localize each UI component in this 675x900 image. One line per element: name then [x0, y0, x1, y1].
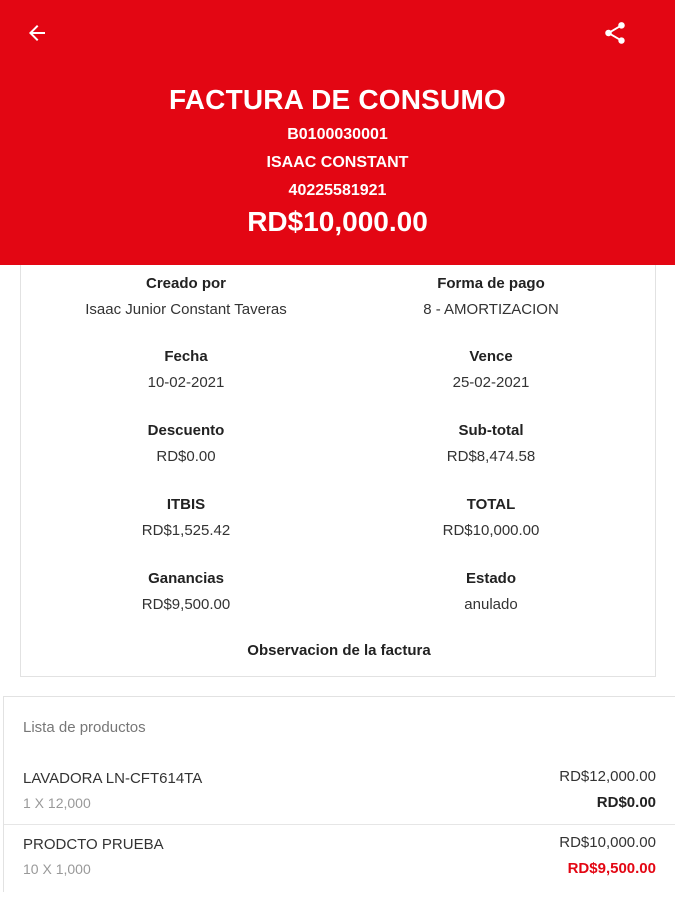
detail-payment-method: [341, 275, 641, 318]
product-row[interactable]: [4, 824, 675, 890]
detail-created-by: [36, 275, 336, 318]
invoice-ncf: B0100030001: [287, 126, 388, 143]
invoice-header: [0, 0, 675, 265]
detail-date: [36, 348, 336, 391]
invoice-amount: RD$10,000.00: [247, 206, 428, 237]
detail-value: Isaac Junior Constant Taveras: [85, 301, 287, 318]
detail-label: Fecha: [164, 348, 208, 365]
product-price: RD$10,000.00: [559, 834, 656, 851]
invoice-observation-label: Observacion de la factura: [247, 642, 431, 659]
detail-subtotal: [341, 422, 641, 465]
detail-itbis: [36, 496, 336, 539]
share-button[interactable]: [600, 18, 630, 48]
invoice-title: FACTURA DE CONSUMO: [168, 84, 506, 115]
detail-label: TOTAL: [466, 496, 516, 513]
arrow-left-icon: [25, 21, 49, 45]
detail-value: 25-02-2021: [452, 374, 530, 391]
product-quantity: 10 X 1,000: [23, 861, 91, 877]
detail-value: 8 - AMORTIZACION: [423, 301, 559, 318]
detail-label: Descuento: [147, 422, 225, 439]
product-row[interactable]: [4, 757, 675, 823]
detail-status: [341, 570, 641, 613]
product-profit: RD$0.00: [596, 794, 656, 811]
detail-value: 10-02-2021: [147, 374, 225, 391]
detail-value: RD$10,000.00: [442, 522, 540, 539]
detail-value: RD$1,525.42: [141, 522, 231, 539]
product-profit: RD$9,500.00: [567, 860, 656, 877]
detail-value: anulado: [464, 596, 518, 613]
product-quantity: 1 X 12,000: [23, 795, 91, 811]
product-name: LAVADORA LN-CFT614TA: [23, 770, 203, 787]
detail-total: [341, 496, 641, 539]
detail-discount: [36, 422, 336, 465]
share-icon: [602, 20, 628, 46]
detail-label: ITBIS: [166, 496, 206, 513]
client-id: 40225581921: [288, 182, 387, 199]
product-price: RD$12,000.00: [559, 768, 656, 785]
detail-due: [341, 348, 641, 391]
detail-value: RD$0.00: [156, 448, 216, 465]
detail-label: Ganancias: [148, 570, 224, 587]
detail-value: RD$8,474.58: [446, 448, 536, 465]
product-list-card: [3, 696, 675, 892]
invoice-details-card: [20, 265, 656, 677]
detail-earnings: [36, 570, 336, 613]
detail-label: Sub-total: [458, 422, 524, 439]
detail-label: Creado por: [145, 275, 226, 292]
detail-label: Estado: [465, 570, 516, 587]
product-name: PRODCTO PRUEBA: [23, 836, 164, 853]
back-button[interactable]: [22, 18, 52, 48]
product-list-title: Lista de productos: [23, 719, 146, 736]
detail-label: Forma de pago: [437, 275, 545, 292]
detail-value: RD$9,500.00: [141, 596, 231, 613]
detail-label: Vence: [469, 348, 513, 365]
client-name: ISAAC CONSTANT: [266, 154, 409, 171]
